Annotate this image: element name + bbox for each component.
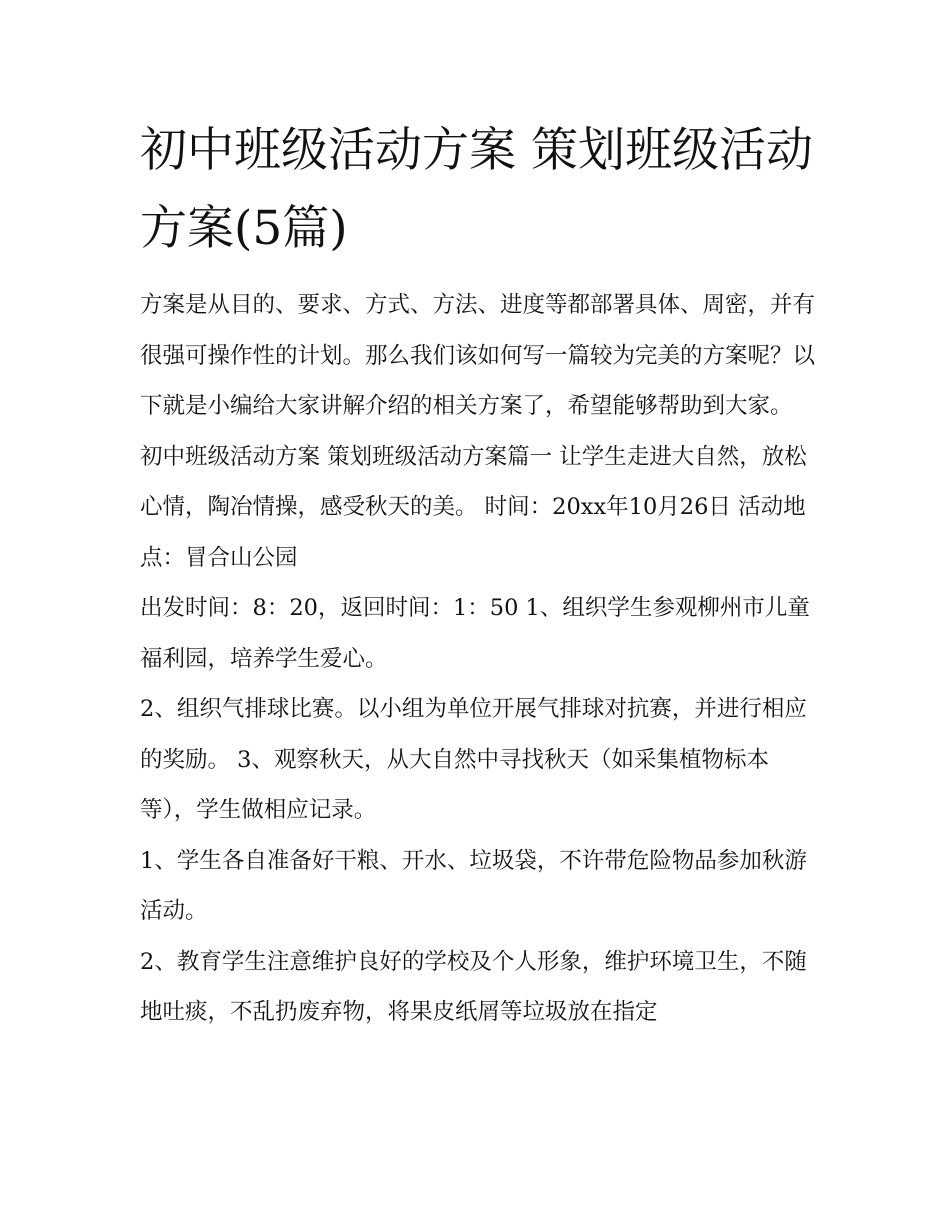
paragraph-activity-overview: 初中班级活动方案 策划班级活动方案篇一 让学生走进大自然，放松心情，陶冶情操，感受秋天的美。 时间：20xx年10月26日 活动地点：冒合山公园 xyxy=(140,443,807,571)
paragraph-schedule: 出发时间：8：20，返回时间：1：50 1、组织学生参观柳州市儿童福利园，培养学生爱心。 xyxy=(140,595,810,672)
document-body xyxy=(140,280,820,1038)
page-title: 初中班级活动方案 策划班级活动方案(5篇) xyxy=(140,123,813,256)
paragraph-intro: 方案是从目的、要求、方式、方法、进度等都部署具体、周密，并有很强可操作性的计划。那么我们该如何写一篇较为完美的方案呢？以下就是小编给大家讲解介绍的相关方案了，希望能够帮助到大家。 xyxy=(140,292,816,419)
paragraph-conduct: 2、教育学生注意维护良好的学校及个人形象，维护环境卫生，不随地吐痰，不乱扔废弃物，将果皮纸屑等垃圾放在指定 xyxy=(140,948,807,1025)
paragraph-preparation: 1、学生各自准备好干粮、开水、垃圾袋，不许带危险物品参加秋游活动。 xyxy=(140,847,807,924)
paragraph-activities: 2、组织气排球比赛。以小组为单位开展气排球对抗赛，并进行相应的奖励。 3、观察秋天，从大自然中寻找秋天（如采集植物标本等），学生做相应记录。 xyxy=(140,696,807,823)
